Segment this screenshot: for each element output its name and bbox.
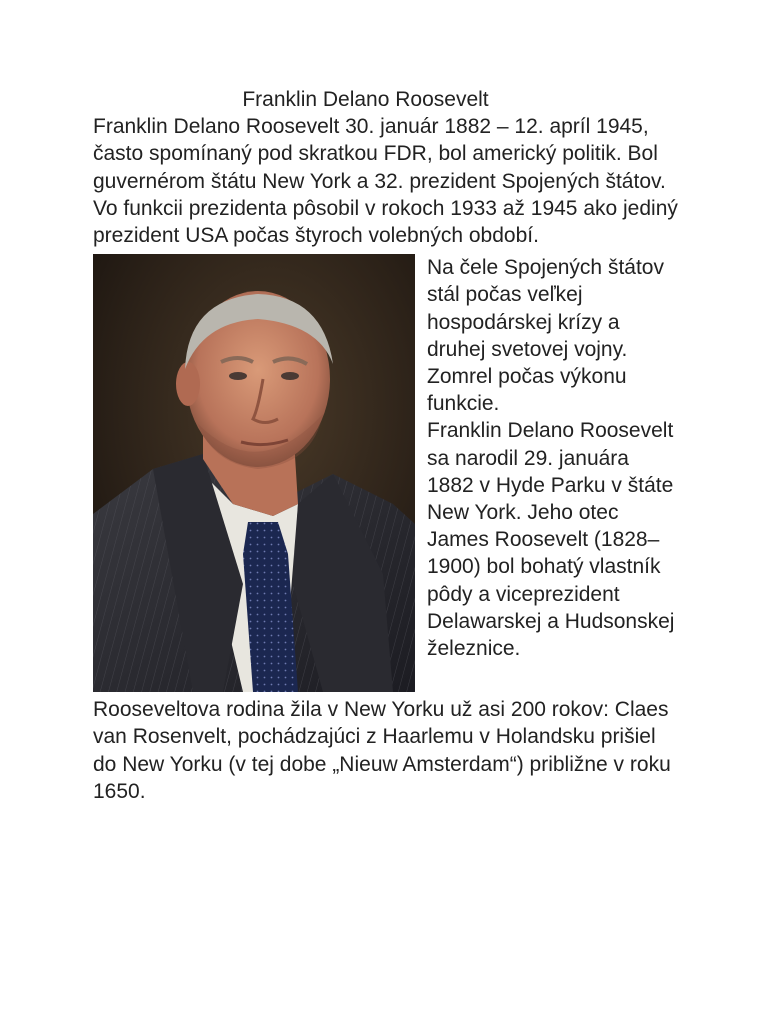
side-paragraph-1: Na čele Spojených štátov stál počas veľkej hospodárskej krízy a druhej svetovej vojny. Zomrel počas výkonu funkcie.	[427, 256, 664, 416]
closing-paragraph: Rooseveltova rodina žila v New Yorku už asi 200 rokov: Claes van Rosenvelt, pochádzajúci z Haarlemu v Holandsku prišiel do New Yorku (v tej dobe „Nieuw Amsterdam“) približne v roku 1650.	[93, 698, 671, 803]
intro-paragraph: Franklin Delano Roosevelt 30. január 1882 – 12. apríl 1945, často spomínaný pod skratkou FDR, bol americký politik. Bol guvernérom štátu New York a 32. prezident Spojených štátov. Vo funkcii prezidenta pôsobil v rokoch 1933 až 1945 ako jediný prezident USA počas štyroch volebných období.	[93, 115, 678, 248]
roosevelt-portrait	[93, 254, 415, 692]
document-page	[93, 86, 678, 805]
photo-section	[93, 254, 678, 696]
side-paragraph-2: Franklin Delano Roosevelt sa narodil 29. januára 1882 v Hyde Parku v štáte New York. Jeho otec James Roosevelt (1828–1900) bol bohatý vlastník pôdy a viceprezident Delawarskej a Hudsonskej železnice.	[427, 419, 675, 661]
document-title: Franklin Delano Roosevelt	[242, 88, 489, 111]
